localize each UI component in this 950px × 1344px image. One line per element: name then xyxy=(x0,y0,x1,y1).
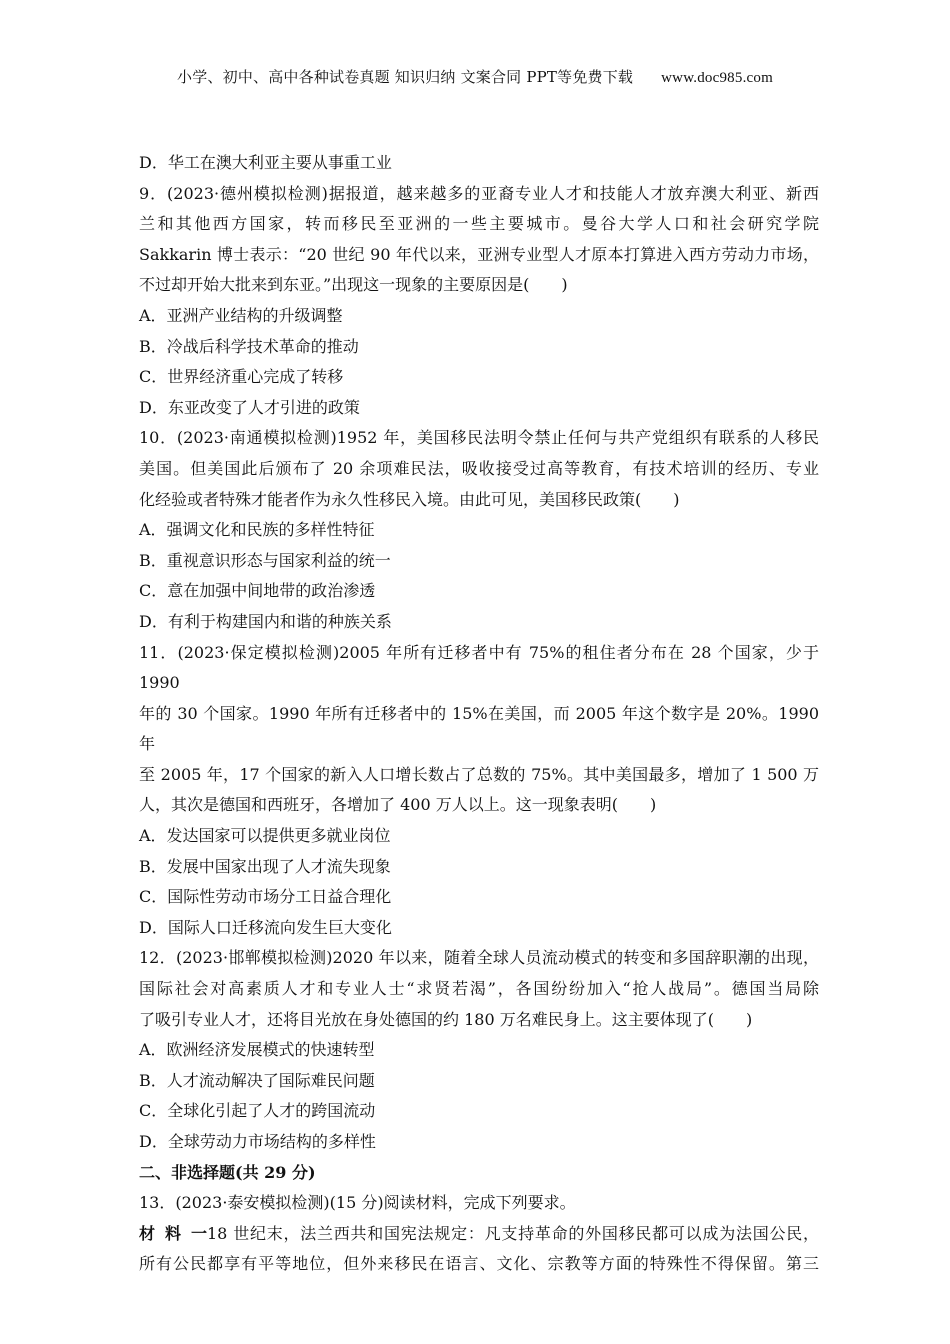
q12-option-a: A．欧洲经济发展模式的快速转型 xyxy=(139,1040,375,1060)
q12-option-c: C．全球化引起了人才的跨国流动 xyxy=(139,1101,376,1121)
q8-option-d: D．华工在澳大利亚主要从事重工业 xyxy=(139,153,392,172)
q13-material1-label: 材料一 xyxy=(139,1223,207,1243)
q13-material1-text-1: 18 世纪末，法兰西共和国宪法规定：凡支持革命的外国移民都可以成为法国公民， xyxy=(207,1223,819,1243)
q10-line-2: 美国。但美国此后颁布了 20 余项难民法，吸收接受过高等教育，有技术培训的经历、专业 xyxy=(139,458,819,478)
q13-material1-line-1 xyxy=(139,1219,819,1250)
q9-option-a: A．亚洲产业结构的升级调整 xyxy=(139,305,343,325)
q11-option-c: C．国际性劳动市场分工日益合理化 xyxy=(139,887,392,907)
q12-option-b: B．人才流动解决了国际难民问题 xyxy=(139,1070,375,1090)
q9-option-b: B．冷战后科学技术革命的推动 xyxy=(139,336,359,356)
q10-option-a: A．强调文化和民族的多样性特征 xyxy=(139,520,375,540)
q11-option-a: A．发达国家可以提供更多就业岗位 xyxy=(139,826,391,846)
q12-line-2: 国际社会对高素质人才和专业人士“求贤若渴”，各国纷纷加入“抢人战局”。德国当局除 xyxy=(139,979,819,999)
q9-option-d: D．东亚改变了人才引进的政策 xyxy=(139,397,360,417)
q13-material1-line-2: 所有公民都享有平等地位，但外来移民在语言、文化、宗教等方面的特殊性不得保留。第三 xyxy=(139,1254,819,1274)
question-10 xyxy=(139,423,819,637)
q10-line-3: 化经验或者特殊才能者作为永久性移民入境。由此可见，美国移民政策( ) xyxy=(139,489,680,509)
q12-line-1: 12．(2023·邯郸模拟检测)2020 年以来，随着全球人员流动模式的转变和多国辞职潮的出现， xyxy=(139,948,819,968)
q9-line-1: 9．(2023·德州模拟检测)据报道，越来越多的亚裔专业人才和技能人才放弃澳大利亚、新西 xyxy=(139,183,819,203)
question-11 xyxy=(139,638,819,944)
header-site: www.doc985.com xyxy=(661,70,773,86)
question-13 xyxy=(139,1188,819,1280)
question-9 xyxy=(139,179,819,424)
exam-content xyxy=(139,148,819,1280)
q10-option-d: D．有利于构建国内和谐的种族关系 xyxy=(139,611,392,631)
section-2-title: 二、非选择题(共 29 分) xyxy=(139,1162,316,1182)
q9-line-2: 兰和其他西方国家，转而移民至亚洲的一些主要城市。曼谷大学人口和社会研究学院 xyxy=(139,214,819,234)
q11-line-2: 年的 30 个国家。1990 年所有迁移者中的 15%在美国，而 2005 年这个数字是 20%。1990 年 xyxy=(139,703,819,754)
q9-line-4: 不过却开始大批来到东亚。”出现这一现象的主要原因是( ) xyxy=(139,275,568,295)
q10-option-c: C．意在加强中间地带的政治渗透 xyxy=(139,581,376,601)
page-header xyxy=(0,66,950,87)
q11-line-1: 11．(2023·保定模拟检测)2005 年所有迁移者中有 75%的租住者分布在 28 个国家，少于 1990 xyxy=(139,642,819,693)
q10-line-1: 10．(2023·南通模拟检测)1952 年，美国移民法明令禁止任何与共产党组织有联系的人移民 xyxy=(139,428,819,448)
q11-option-b: B．发展中国家出现了人才流失现象 xyxy=(139,856,391,876)
q9-option-c: C．世界经济重心完成了转移 xyxy=(139,367,344,387)
q13-intro: 13．(2023·泰安模拟检测)(15 分)阅读材料，完成下列要求。 xyxy=(139,1193,576,1213)
header-text: 小学、初中、高中各种试卷真题 知识归纳 文案合同 PPT等免费下载 xyxy=(177,68,634,86)
question-12 xyxy=(139,943,819,1157)
q11-option-d: D．国际人口迁移流向发生巨大变化 xyxy=(139,917,392,937)
q12-option-d: D．全球劳动力市场结构的多样性 xyxy=(139,1132,376,1151)
q11-line-3: 至 2005 年，17 个国家的新入人口增长数占了总数的 75%。其中美国最多，增加了 1 500 万 xyxy=(139,764,819,784)
q10-option-b: B．重视意识形态与国家利益的统一 xyxy=(139,550,391,570)
q9-line-3: Sakkarin 博士表示：“20 世纪 90 年代以来，亚洲专业型人才原本打算进入西方劳动力市场， xyxy=(139,244,819,264)
q11-line-4: 人，其次是德国和西班牙，各增加了 400 万人以上。这一现象表明( ) xyxy=(139,795,657,815)
q12-line-3: 了吸引专业人才，还将目光放在身处德国的约 180 万名难民身上。这主要体现了( ) xyxy=(139,1009,753,1029)
